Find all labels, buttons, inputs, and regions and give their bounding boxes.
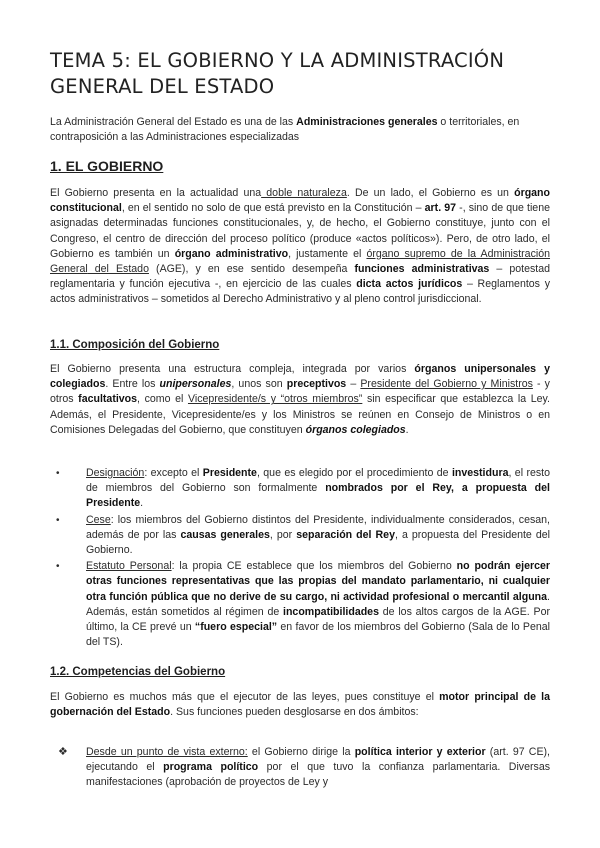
- section-1-paragraph: El Gobierno presenta en la actualidad una doble naturaleza. De un lado, el Gobierno es un órgano constitucional, en el sentido no solo de que está previsto en la Constitución – art. 97 -, sino de que tiene asignadas determinadas funciones constitucionales, y, de hecho, el Gobierno constituye, junto con el Congreso, el centro de dirección del proceso político (produce «actos políticos»). Pero, de otro lado, el Gobierno es también un órgano administrativo, justamente el órgano supremo de la Administración General del Estado (AGE), y en ese sentido desempeña funciones administrativas – potestad reglamentaria y función ejecutiva -, en ejercicio de las cuales dicta actos jurídicos – Reglamentos y actos administrativos – sometidos al Derecho Administrativo y al pleno control jurisdiccional.: [50, 187, 551, 306]
- competencias-list: [50, 745, 550, 791]
- subsection-heading-composicion: 1.1. Composición del Gobierno: [50, 339, 220, 351]
- diamond-bullet-icon: ❖: [58, 746, 68, 758]
- page-title: TEMA 5: EL GOBIERNO Y LA ADMINISTRACIÓN GENERAL DEL ESTADO: [50, 49, 505, 98]
- subsection-heading-competencias: 1.2. Competencias del Gobierno: [50, 666, 226, 678]
- bullet-icon: •: [56, 561, 60, 573]
- list-item: ❖ Desde un punto de vista externo: el Gobierno dirige la política interior y exterior (art. 97 CE), ejecutando el programa político por el que tuvo la confianza parlamentaria. Diversas manifestaciones (aprobación de proyectos de Ley y: [58, 746, 551, 789]
- competencias-paragraph: El Gobierno es muchos más que el ejecutor de las leyes, pues constituye el motor principal de la gobernación del Estado. Sus funciones pueden desglosarse en dos ámbitos:: [50, 691, 550, 719]
- list-item: • Designación: excepto el Presidente, que es elegido por el procedimiento de investidura, el resto de miembros del Gobierno son formalmente nombrados por el Rey, a propuesta del Presidente.: [56, 467, 550, 510]
- bullet-icon: •: [56, 468, 60, 479]
- intro-paragraph: La Administración General del Estado es una de las Administraciones generales o territoriales, en contraposición a las Administraciones especializadas: [50, 116, 520, 144]
- composicion-bullet-list: [50, 466, 550, 651]
- bullet-icon: •: [56, 514, 60, 526]
- section-heading-gobierno: 1. EL GOBIERNO: [50, 158, 164, 174]
- list-item: • Cese: los miembros del Gobierno distintos del Presidente, individualmente considerados, cesan, además de por las causas generales, por separación del Rey, a propuesta del Presidente del Gobierno.: [56, 513, 550, 557]
- list-item: • Estatuto Personal: la propia CE establece que los miembros del Gobierno no podrán ejercer otras funciones representativas que las propias del mandato parlamentario, ni cualquier otra función pública que no derive de su cargo, ni actividad profesional o mercantil alguna. Además, están sometidos al régimen de incompatibilidades de los altos cargos de la AGE. Por último, la CE prevé un “fuero especial” en favor de los miembros del Gobierno (Sala de lo Penal del TS).: [56, 560, 551, 649]
- composicion-paragraph: El Gobierno presenta una estructura compleja, integrada por varios órganos unipersonales y colegiados. Entre los unipersonales, unos son preceptivos – Presidente del Gobierno y Ministros - y otros facultativos, como el Vicepresidente/s y “otros miembros” sin especificar que establezca la Ley. Además, el Presidente, Vicepresidente/es y los Ministros se reúnen en Consejo de Ministros o en Comisiones Delegadas del Gobierno, que constituyen órganos colegiados.: [50, 363, 550, 436]
